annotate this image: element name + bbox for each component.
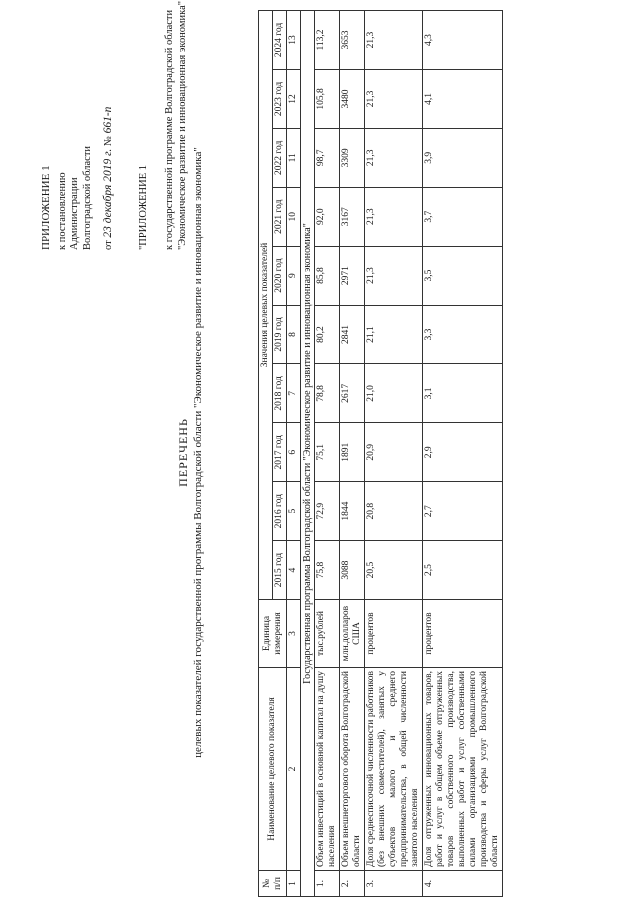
row-value: 21,3 [365, 128, 423, 187]
appendix2-line2: "Экономическое развитие и инновационная экономика" [176, 0, 188, 250]
row-value: 2,5 [423, 541, 503, 600]
row-value: 78,8 [315, 364, 340, 423]
program-section-title: Государственная программа Волгоградской области "Экономическое развитие и инновационная экономика" [301, 11, 315, 897]
row-value: 3,7 [423, 187, 503, 246]
header-year: 2023 год [273, 69, 287, 128]
row-value: 75,1 [315, 423, 340, 482]
to-decree-text: к постановлению [56, 172, 68, 250]
row-value: 21,3 [365, 187, 423, 246]
row-value: 75,8 [315, 541, 340, 600]
row-value: 92,0 [315, 187, 340, 246]
row-unit: тыс.рублей [315, 600, 340, 668]
document-subtitle: целевых показателей государственной программы Волгоградской области "Экономическое развитие и инновационная экономика" [192, 147, 204, 758]
row-num: 4. [423, 871, 503, 897]
appendix2-title: "ПРИЛОЖЕНИЕ 1 [137, 164, 149, 250]
row-num: 2. [340, 871, 365, 897]
row-value: 20,8 [365, 482, 423, 541]
header-year: 2017 год [273, 423, 287, 482]
header-year: 2024 год [273, 11, 287, 70]
appendix-title: ПРИЛОЖЕНИЕ 1 [40, 165, 52, 250]
row-value: 113,2 [315, 11, 340, 70]
header-year: 2021 год [273, 187, 287, 246]
row-num: 1. [315, 871, 340, 897]
decree-number-label: № [103, 136, 114, 147]
index-cell: 7 [287, 364, 301, 423]
index-cell: 1 [287, 871, 301, 897]
row-num: 3. [365, 871, 423, 897]
index-cell: 9 [287, 246, 301, 305]
appendix-header [40, 0, 189, 250]
header-year: 2020 год [273, 246, 287, 305]
row-value: 80,2 [315, 305, 340, 364]
row-value: 20,5 [365, 541, 423, 600]
row-value: 72,9 [315, 482, 340, 541]
row-value: 21,1 [365, 305, 423, 364]
row-value: 21,3 [365, 246, 423, 305]
row-value: 4,3 [423, 11, 503, 70]
row-value: 2617 [340, 364, 365, 423]
row-value: 85,8 [315, 246, 340, 305]
administration-text: Администрации [69, 177, 80, 250]
header-name: Наименование целевого показателя [259, 668, 287, 871]
index-cell: 3 [287, 600, 301, 668]
decree-line [102, 20, 116, 250]
row-name: Доля отгруженных инновационных товаров, работ и услуг в общем объеме отгруженных товаров собственного производства, выполненных работ и услуг собственными силами организациями промышленного производства и сферы услуг Волгоградской области [423, 668, 503, 871]
row-value: 3,5 [423, 246, 503, 305]
row-unit: процентов [365, 600, 423, 668]
program-section-row [301, 11, 315, 897]
header-values-group: Значения целевых показателей [259, 11, 273, 600]
row-value: 21,3 [365, 11, 423, 70]
table-row [365, 11, 423, 897]
row-value: 3653 [340, 11, 365, 70]
row-value: 3,9 [423, 128, 503, 187]
row-name: Доля среднесписочной численности работников (без внешних совместителей), занятых у субъектов малого и среднего предпринимательства, в общей численности занятого населения [365, 668, 423, 871]
table-row [340, 11, 365, 897]
index-cell: 8 [287, 305, 301, 364]
index-cell: 5 [287, 482, 301, 541]
row-name: Объем внешнеторгового оборота Волгоградской области [340, 668, 365, 871]
row-value: 98,7 [315, 128, 340, 187]
decree-number: 661-п [102, 106, 114, 134]
row-unit: млн.долларов США [340, 600, 365, 668]
header-year: 2018 год [273, 364, 287, 423]
header-num: № п/п [259, 871, 287, 897]
row-value: 21,3 [365, 69, 423, 128]
row-value: 1891 [340, 423, 365, 482]
row-value: 2,7 [423, 482, 503, 541]
header-unit: Единица измерения [259, 600, 287, 668]
header-year: 2015 год [273, 541, 287, 600]
row-value: 21,0 [365, 364, 423, 423]
row-value: 2,9 [423, 423, 503, 482]
row-value: 3167 [340, 187, 365, 246]
row-value: 3,1 [423, 364, 503, 423]
header-year: 2016 год [273, 482, 287, 541]
row-value: 1844 [340, 482, 365, 541]
decree-date: 23 декабря 2019 г. [102, 148, 114, 238]
row-value: 3088 [340, 541, 365, 600]
row-value: 3,3 [423, 305, 503, 364]
row-value: 2971 [340, 246, 365, 305]
index-cell: 11 [287, 128, 301, 187]
index-cell: 2 [287, 668, 301, 871]
header-year: 2022 год [273, 128, 287, 187]
row-value: 20,9 [365, 423, 423, 482]
row-value: 3480 [340, 69, 365, 128]
row-value: 105,8 [315, 69, 340, 128]
indicators-table [258, 10, 503, 897]
region-text: Волгоградской области [81, 145, 93, 250]
document-title-block [176, 100, 204, 805]
index-cell: 12 [287, 69, 301, 128]
header-year: 2019 год [273, 305, 287, 364]
column-index-row [287, 11, 301, 897]
index-cell: 10 [287, 187, 301, 246]
appendix2-line1: к государственной программе Волгоградской области [164, 9, 175, 250]
row-value: 4,1 [423, 69, 503, 128]
row-unit: процентов [423, 600, 503, 668]
index-cell: 6 [287, 423, 301, 482]
row-value: 3309 [340, 128, 365, 187]
table-row [315, 11, 340, 897]
document-title: ПЕРЕЧЕНЬ [176, 418, 190, 487]
row-name: Объем инвестиций в основной капитал на душу населения [315, 668, 340, 871]
index-cell: 4 [287, 541, 301, 600]
decree-prefix: от [103, 240, 114, 250]
row-value: 2841 [340, 305, 365, 364]
index-cell: 13 [287, 11, 301, 70]
table-row [423, 11, 503, 897]
